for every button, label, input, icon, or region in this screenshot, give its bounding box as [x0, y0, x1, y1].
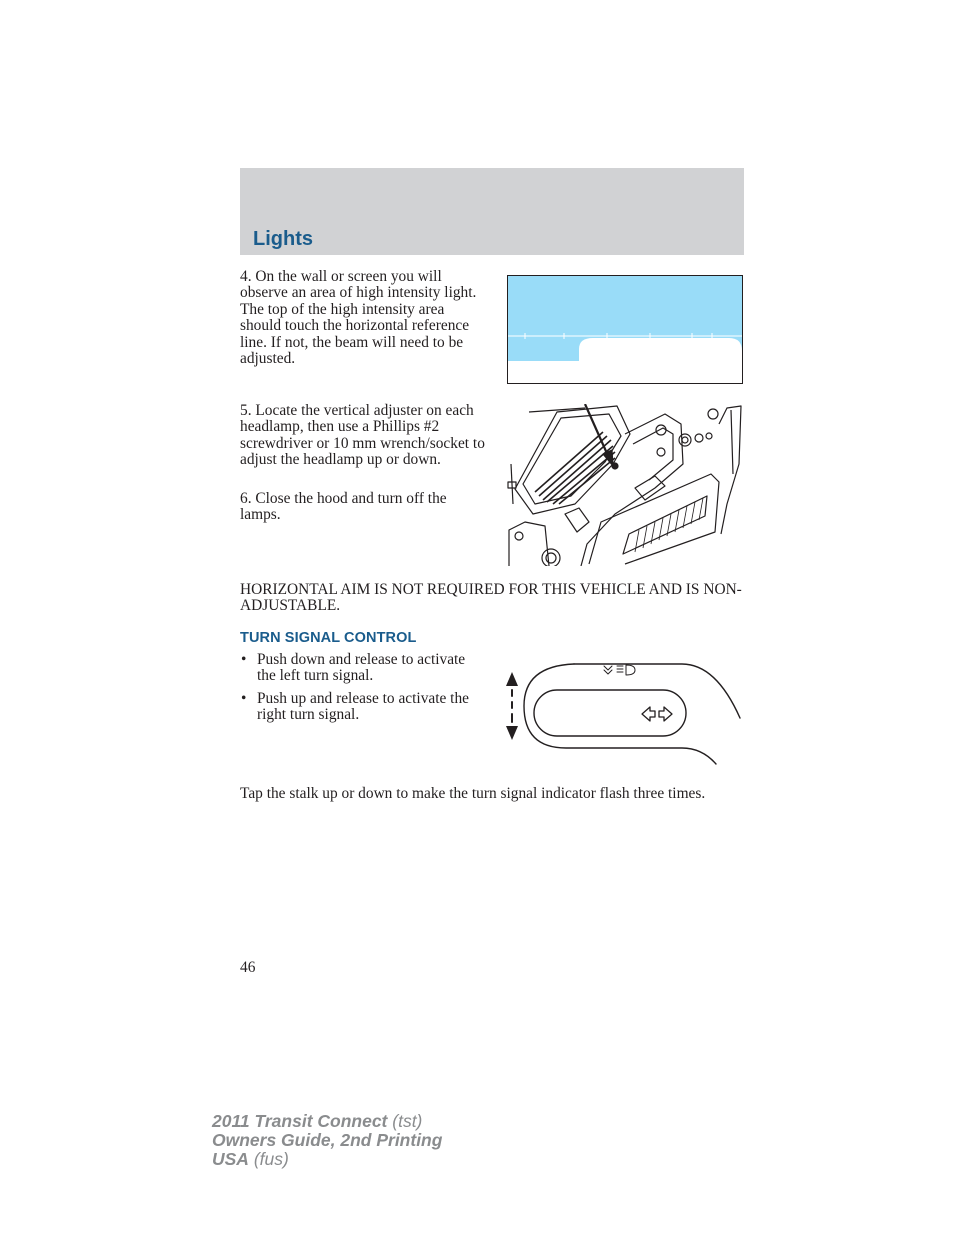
- header-band: [240, 168, 744, 255]
- footer-line-2: Owners Guide, 2nd Printing: [212, 1130, 443, 1150]
- bullet-right-turn: • Push up and release to activate the right turn signal.: [240, 691, 480, 724]
- page-number: 46: [240, 959, 256, 976]
- beam-pattern-illustration: [507, 275, 743, 384]
- tap-stalk-note: Tap the stalk up or down to make the turn signal indicator flash three times.: [240, 785, 706, 802]
- footer-line-3: USA (fus): [212, 1149, 289, 1169]
- step-6-text: 6. Close the hood and turn off the lamps.: [240, 490, 447, 524]
- step-4-text: 4. On the wall or screen you will observe an area of high intensity light. The top of the high intensity area should touch the horizontal reference line. If not, the beam will need to be adjusted.: [240, 268, 477, 368]
- turn-signal-instructions: [240, 652, 480, 730]
- headlamp-icon: [626, 665, 635, 675]
- headlamp-adjuster-illustration: [505, 404, 745, 566]
- horizontal-aim-note: HORIZONTAL AIM IS NOT REQUIRED FOR THIS VEHICLE AND IS NON-ADJUSTABLE.: [240, 581, 742, 615]
- turn-signal-stalk-illustration: [502, 660, 744, 768]
- footer-line-1: 2011 Transit Connect (tst): [212, 1111, 423, 1131]
- high-beam-icon: [604, 666, 623, 674]
- turn-arrows-icon: [642, 707, 672, 721]
- section-title: Lights: [253, 228, 313, 250]
- document-footer: [212, 1112, 442, 1169]
- up-down-arrow-icon: [506, 672, 518, 740]
- step-5-text: 5. Locate the vertical adjuster on each headlamp, then use a Phillips #2 screwdriver or 10 mm wrench/socket to adjust the headlamp up or down.: [240, 402, 485, 469]
- bullet-left-turn: • Push down and release to activate the left turn signal.: [240, 652, 480, 685]
- turn-signal-heading: TURN SIGNAL CONTROL: [240, 630, 417, 646]
